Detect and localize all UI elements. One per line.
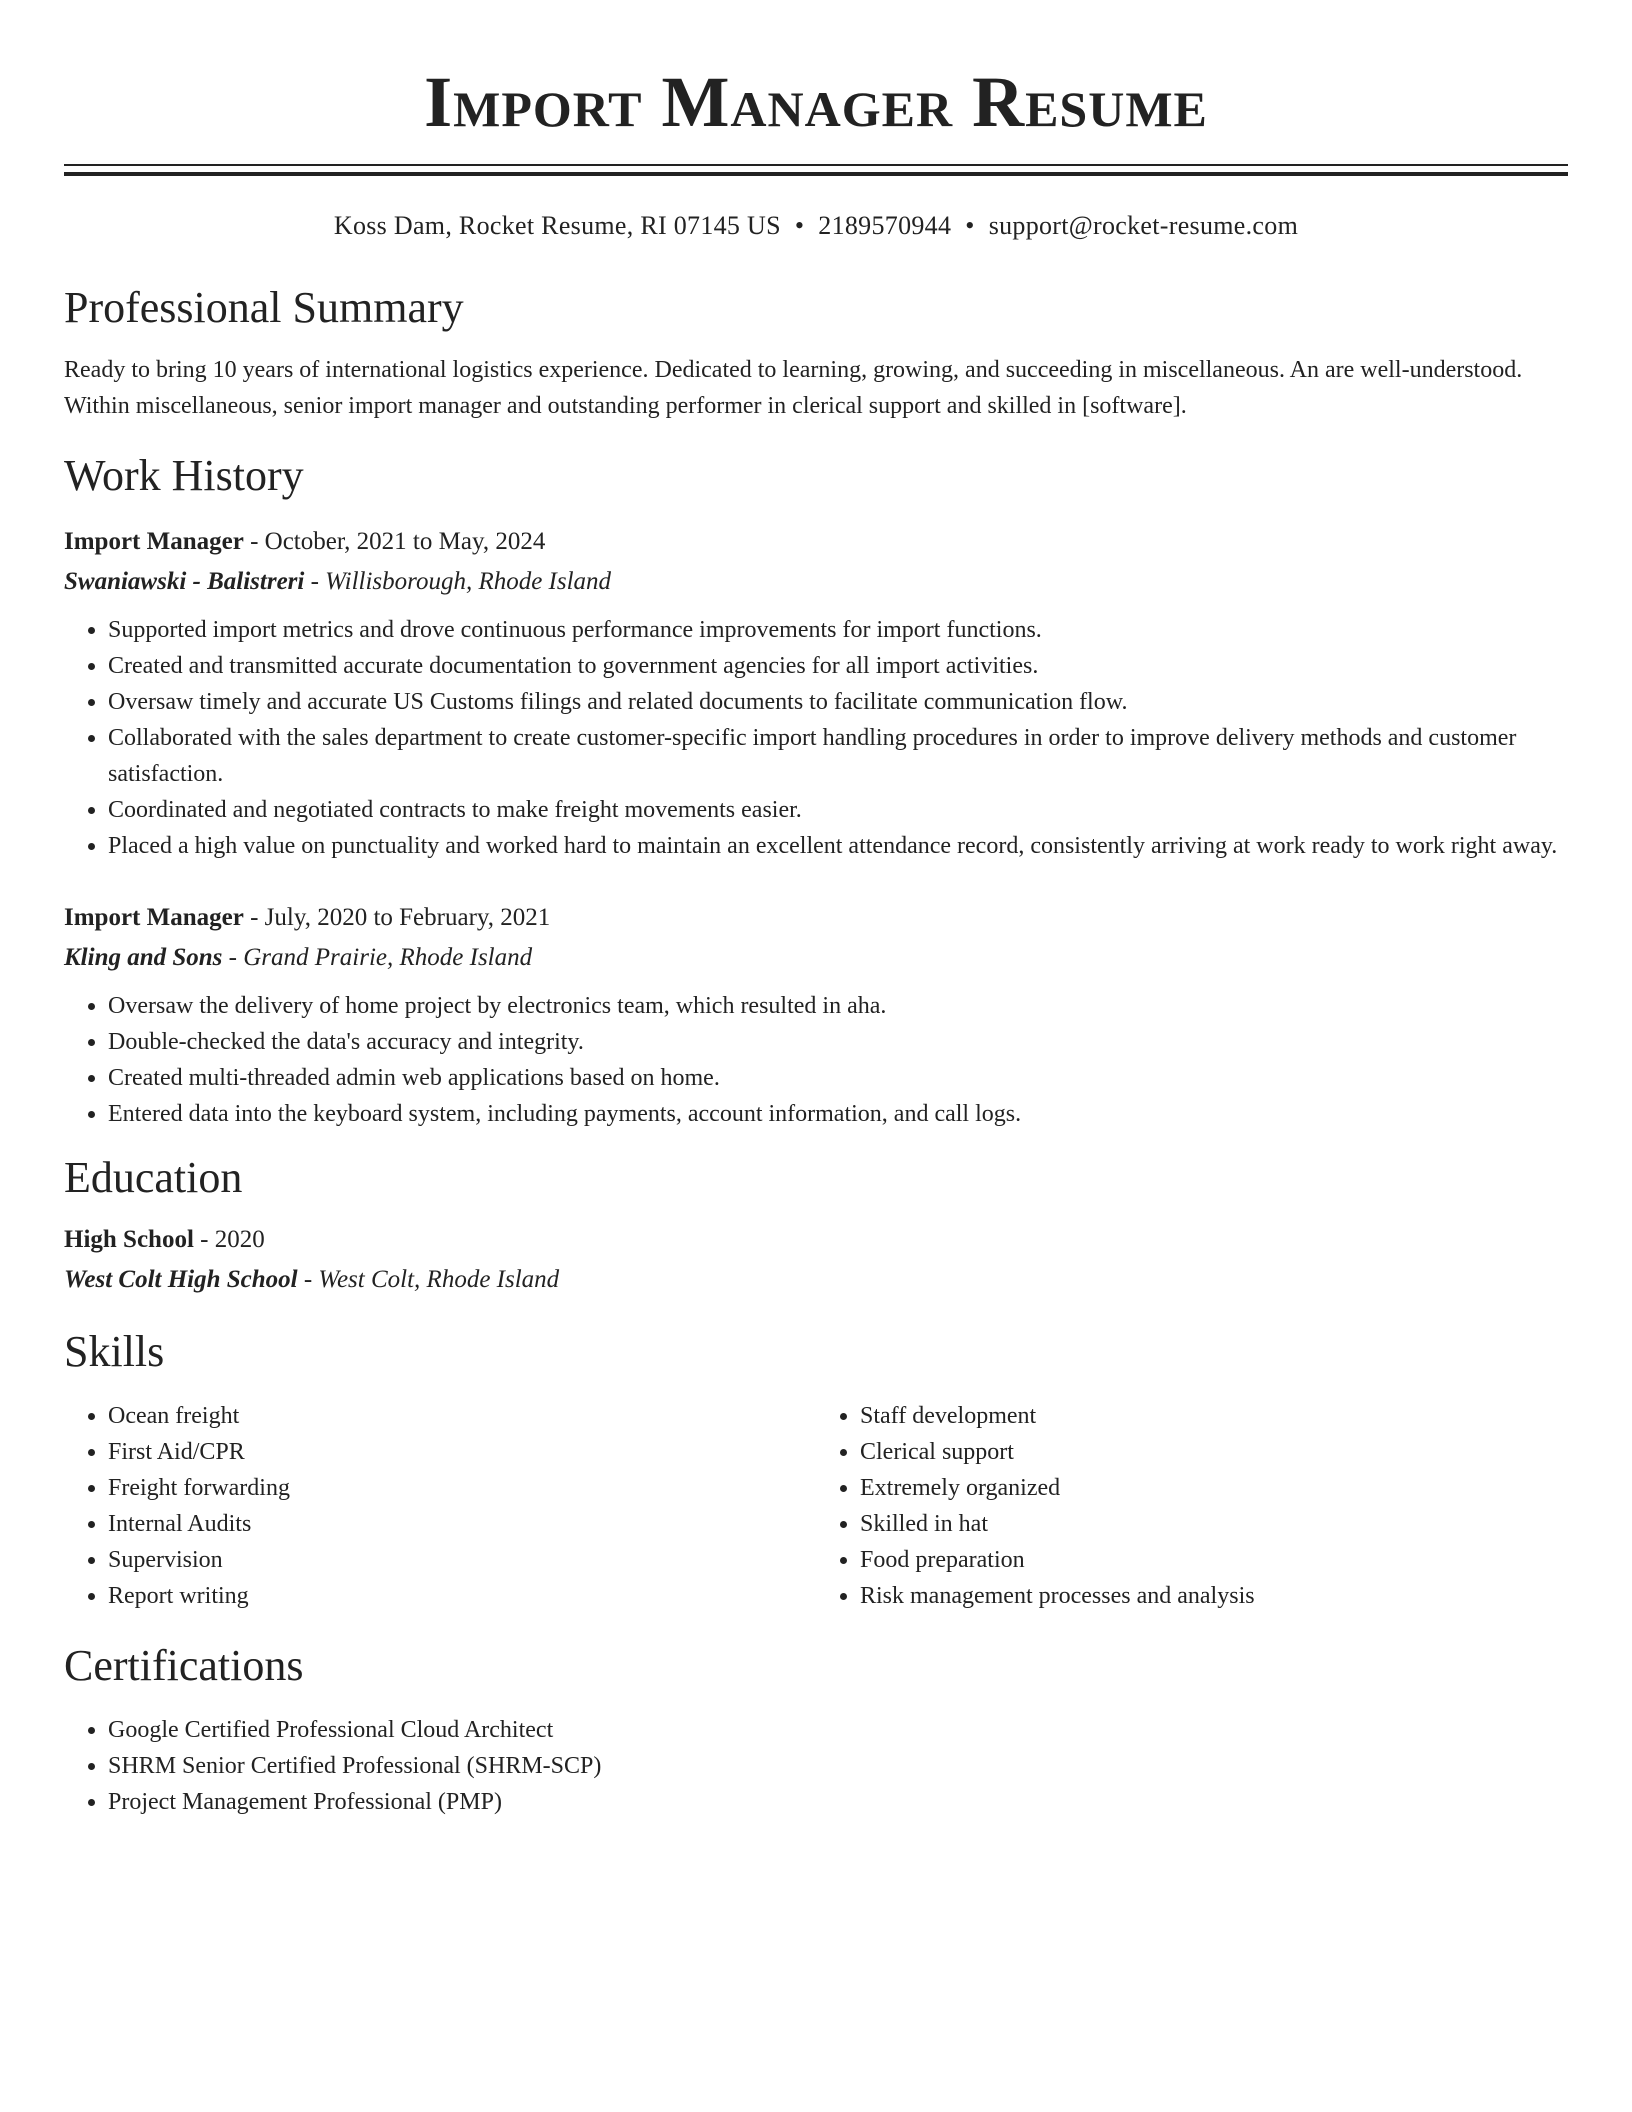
certification-item: • Google Certified Professional Cloud Architect — [108, 1712, 1568, 1748]
job-bullets — [64, 612, 1568, 864]
skills-column-left — [64, 1398, 816, 1614]
job-company: Kling and Sons — [64, 944, 223, 971]
job-bullet: • Coordinated and negotiated contracts to make freight movements easier. — [108, 792, 1568, 828]
certifications-heading: Certifications — [64, 1641, 304, 1690]
summary-text: Ready to bring 10 years of international logistics experience. Dedicated to learning, growing, and succeeding in miscellaneous. An are well-understood. Within miscellaneous, senior import manager and outstanding performer in clerical support and skilled in [software]. — [64, 357, 1523, 419]
skill-item: • Staff development — [860, 1398, 1568, 1434]
certifications-list — [64, 1712, 1568, 1820]
skill-item: • Internal Audits — [108, 1506, 816, 1542]
education-location: - West Colt, Rhode Island — [297, 1266, 560, 1293]
job-company-line — [64, 938, 1568, 978]
job-location: - Willisborough, Rhode Island — [304, 568, 612, 595]
resume-content — [64, 0, 1568, 1820]
education-entry — [64, 1220, 1568, 1300]
skill-item: • Clerical support — [860, 1434, 1568, 1470]
job-title-line — [64, 898, 1568, 938]
skill-item: • Food preparation — [860, 1542, 1568, 1578]
skills-column-right — [816, 1398, 1568, 1614]
job-bullet: • Double-checked the data's accuracy and integrity. — [108, 1024, 1568, 1060]
skills-heading: Skills — [64, 1327, 165, 1376]
job-bullet: • Supported import metrics and drove continuous performance improvements for import functions. — [108, 612, 1568, 648]
contact-separator: • — [965, 211, 975, 240]
contact-separator: • — [794, 211, 805, 240]
education-degree-line — [64, 1220, 1568, 1260]
title-divider-thick — [64, 172, 1568, 176]
job-bullet: • Oversaw timely and accurate US Customs filings and related documents to facilitate communication flow. — [108, 684, 1568, 720]
job-title: Import Manager — [64, 528, 244, 555]
contact-phone: 2189570944 — [818, 211, 952, 240]
job-bullet: • Placed a high value on punctuality and worked hard to maintain an excellent attendance record, consistently arriving at work ready to work right away. — [108, 828, 1568, 864]
skill-item: • Extremely organized — [860, 1470, 1568, 1506]
skill-item: • First Aid/CPR — [108, 1434, 816, 1470]
skill-item: • Ocean freight — [108, 1398, 816, 1434]
education-degree: High School — [64, 1226, 194, 1253]
job-dates: - October, 2021 to May, 2024 — [243, 528, 546, 555]
skill-item: • Report writing — [108, 1578, 816, 1614]
job-dates: - July, 2020 to February, 2021 — [243, 904, 551, 931]
job-company: Swaniawski - Balistreri — [64, 568, 305, 595]
summary-heading: Professional Summary — [64, 283, 464, 332]
certification-item: • Project Management Professional (PMP) — [108, 1784, 1568, 1820]
work-history-heading: Work History — [64, 451, 304, 500]
job-entry — [64, 522, 1568, 864]
skill-item: • Risk management processes and analysis — [860, 1578, 1568, 1614]
contact-address: Koss Dam, Rocket Resume, RI 07145 US — [333, 211, 781, 240]
job-bullet: • Oversaw the delivery of home project by electronics team, which resulted in aha. — [108, 988, 1568, 1024]
job-location: - Grand Prairie, Rhode Island — [222, 944, 533, 971]
certification-item: • SHRM Senior Certified Professional (SHRM-SCP) — [108, 1748, 1568, 1784]
job-bullet: • Collaborated with the sales department to create customer-specific import handling procedures in order to improve delivery methods and customer satisfaction. — [108, 720, 1568, 792]
job-title: Import Manager — [64, 904, 244, 931]
contact-line — [64, 210, 1568, 242]
skill-item: • Freight forwarding — [108, 1470, 816, 1506]
job-bullets — [64, 988, 1568, 1132]
job-entry — [64, 898, 1568, 1132]
education-heading: Education — [64, 1153, 243, 1202]
education-school-line — [64, 1260, 1568, 1300]
job-bullet: • Created and transmitted accurate documentation to government agencies for all import activities. — [108, 648, 1568, 684]
resume-title: Import Manager Resume — [424, 62, 1208, 142]
job-title-line — [64, 522, 1568, 562]
skill-item: • Skilled in hat — [860, 1506, 1568, 1542]
contact-email: support@rocket-resume.com — [988, 211, 1299, 240]
skills-grid — [64, 1398, 1568, 1614]
job-company-line — [64, 562, 1568, 602]
title-divider-thin — [64, 164, 1568, 166]
job-bullet: • Entered data into the keyboard system, including payments, account information, and call logs. — [108, 1096, 1568, 1132]
job-bullet: • Created multi-threaded admin web applications based on home. — [108, 1060, 1568, 1096]
education-year: - 2020 — [193, 1226, 265, 1253]
education-school: West Colt High School — [64, 1266, 298, 1293]
skill-item: • Supervision — [108, 1542, 816, 1578]
